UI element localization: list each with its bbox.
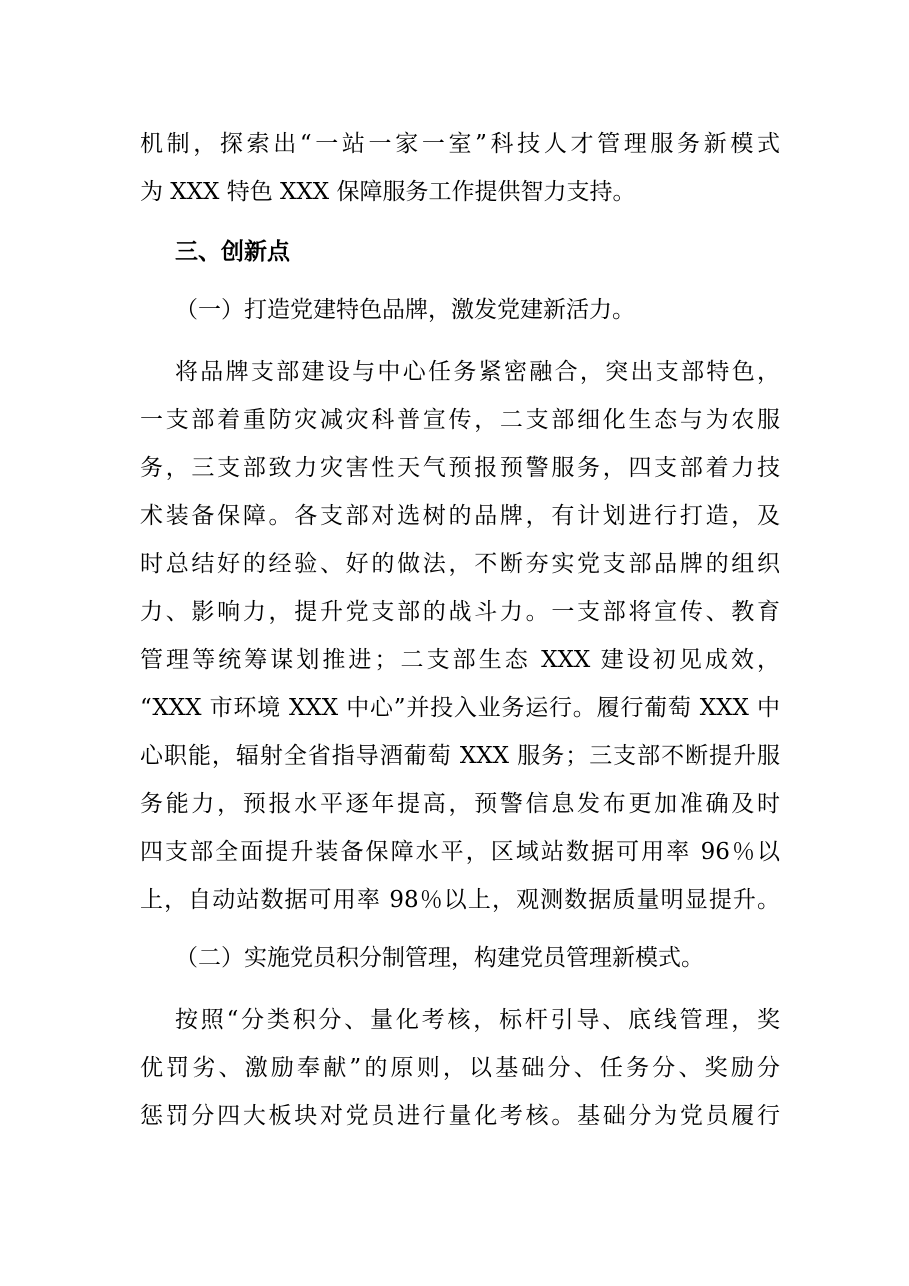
section-heading: 三、创新点 — [175, 239, 290, 265]
paragraph-line: 心职能，辐射全省指导酒葡萄 XXX 服务；三支部不断提升服 — [140, 743, 780, 769]
subsection-heading: （一）打造党建特色品牌，激发党建新活力。 — [175, 297, 635, 323]
paragraph-line: 上，自动站数据可用率 98％以上，观测数据质量明显提升。 — [140, 887, 780, 913]
paragraph-line: 管理等统筹谋划推进；二支部生态 XXX 建设初见成效， — [140, 647, 780, 673]
paragraph-line: 机制，探索出“一站一家一室”科技人才管理服务新模式 — [140, 131, 780, 157]
paragraph-line: 务能力，预报水平逐年提高，预警信息发布更加准确及时 — [140, 791, 780, 817]
subsection-heading: （二）实施党员积分制管理，构建党员管理新模式。 — [175, 945, 704, 971]
paragraph-line: 惩罚分四大板块对党员进行量化考核。基础分为党员履行 — [140, 1103, 780, 1129]
paragraph-line: 力、影响力，提升党支部的战斗力。一支部将宣传、教育 — [140, 599, 780, 625]
paragraph-line: 术装备保障。各支部对选树的品牌，有计划进行打造，及 — [140, 503, 780, 529]
paragraph-line: 优罚劣、激励奉献”的原则，以基础分、任务分、奖励分 — [140, 1055, 780, 1081]
paragraph-line: “XXX 市环境 XXX 中心”并投入业务运行。履行葡萄 XXX 中 — [140, 695, 780, 721]
paragraph-line: 四支部全面提升装备保障水平，区域站数据可用率 96％以 — [140, 839, 780, 865]
paragraph-line: 时总结好的经验、好的做法，不断夯实党支部品牌的组织 — [140, 551, 780, 577]
paragraph-line: 一支部着重防灾减灾科普宣传，二支部细化生态与为农服 — [140, 407, 780, 433]
paragraph-line: 为 XXX 特色 XXX 保障服务工作提供智力支持。 — [140, 179, 636, 205]
paragraph-line: 务，三支部致力灾害性天气预报预警服务，四支部着力技 — [140, 455, 780, 481]
paragraph-line: 将品牌支部建设与中心任务紧密融合，突出支部特色， — [175, 359, 780, 385]
paragraph-line: 按照“分类积分、量化考核，标杆引导、底线管理，奖 — [175, 1007, 780, 1033]
